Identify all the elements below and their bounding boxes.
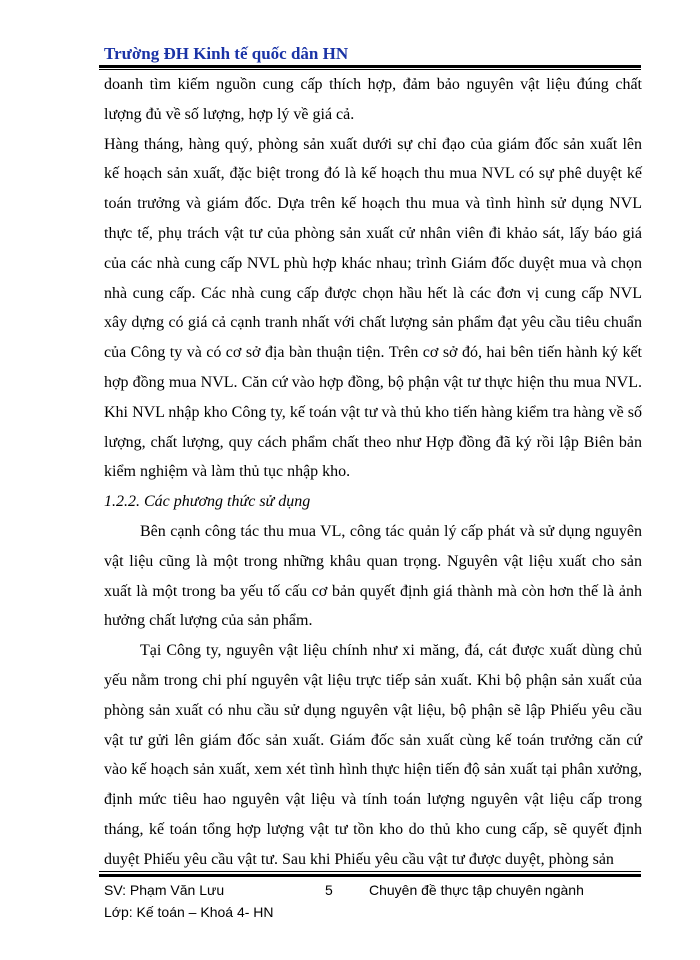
paragraph-usage: Bên cạnh công tác thu mua VL, công tác quản lý cấp phát và sử dụng nguyên vật liệu cũng là một trong những khâu quan trọng. Nguyên vật liệu xuất cho sản xuất là một trong ba yếu tố cấu cơ bản quyết định giá thành mà còn hơn thế là ảnh hưởng chất lượng của sản phẩm. [104,522,642,630]
footer-rule-thin [99,871,641,872]
header-rule [99,65,641,68]
footer-page-number: 5 [325,882,333,898]
document-body [104,70,642,875]
footer-class: Lớp: Kế toán – Khoá 4- HN [104,904,274,920]
footer-topic: Chuyên đề thực tập chuyên ngành [369,882,584,898]
footer-rule [99,874,641,877]
header-title: Trường ĐH Kinh tế quốc dân HN [104,44,349,63]
paragraph-continuation: doanh tìm kiếm nguồn cung cấp thích hợp, đảm bảo nguyên vật liệu đúng chất lượng đủ về số lượng, hợp lý về giá cả. [104,76,642,123]
page-footer [104,879,644,923]
paragraph-issuing: Tại Công ty, nguyên vật liệu chính như xi măng, đá, cát được xuất dùng chủ yếu nằm trong chi phí nguyên vật liệu trực tiếp sản xuất. Khi bộ phận sản xuất của phòng sản xuất có nhu cầu sử dụng nguyên vật liệu, bộ phận sẽ lập Phiếu yêu cầu vật tư gửi lên giám đốc sản xuất. Giám đốc sản xuất cùng kế toán trưởng căn cứ vào kế hoạch sản xuất, xem xét tình hình thực hiện tiến độ sản xuất tại phân xưởng, định mức tiêu hao nguyên vật liệu và tính toán lượng nguyên vật liệu cấp trong tháng, kế toán tổng hợp lượng vật tư tồn kho do thủ kho cung cấp, sẽ quyết định duyệt Phiếu yêu cầu vật tư. Sau khi Phiếu yêu cầu vật tư được duyệt, phòng sản [104,642,642,868]
paragraph-purchasing: Hàng tháng, hàng quý, phòng sản xuất dưới sự chỉ đạo của giám đốc sản xuất lên kế hoạch sản xuất, đặc biệt trong đó là kế hoạch thu mua NVL có sự phê duyệt kế toán trưởng và giám đốc. Dựa trên kế hoạch thu mua và tình hình sử dụng NVL thực tế, phụ trách vật tư của phòng sản xuất cử nhân viên đi khảo sát, lấy báo giá của các nhà cung cấp NVL phù hợp khác nhau; trình Giám đốc duyệt mua và chọn nhà cung cấp. Các nhà cung cấp được chọn hầu hết là các đơn vị cung cấp NVL xây dựng có giá cả cạnh tranh nhất với chất lượng sản phẩm đạt yêu cầu tiêu chuẩn của Công ty và có cơ sở địa bàn thuận tiện. Trên cơ sở đó, hai bên tiến hành ký kết hợp đồng mua NVL. Căn cứ vào hợp đồng, bộ phận vật tư thực hiện thu mua NVL. Khi NVL nhập kho Công ty, kế toán vật tư và thủ kho tiến hàng kiểm tra hàng về số lượng, chất lượng, quy cách phẩm chất theo như Hợp đồng đã ký rồi lập Biên bản kiểm nghiệm và làm thủ tục nhập kho. [104,135,642,481]
section-heading: 1.2.2. Các phương thức sử dụng [104,493,311,511]
footer-student: SV: Phạm Văn Lưu [104,882,225,898]
